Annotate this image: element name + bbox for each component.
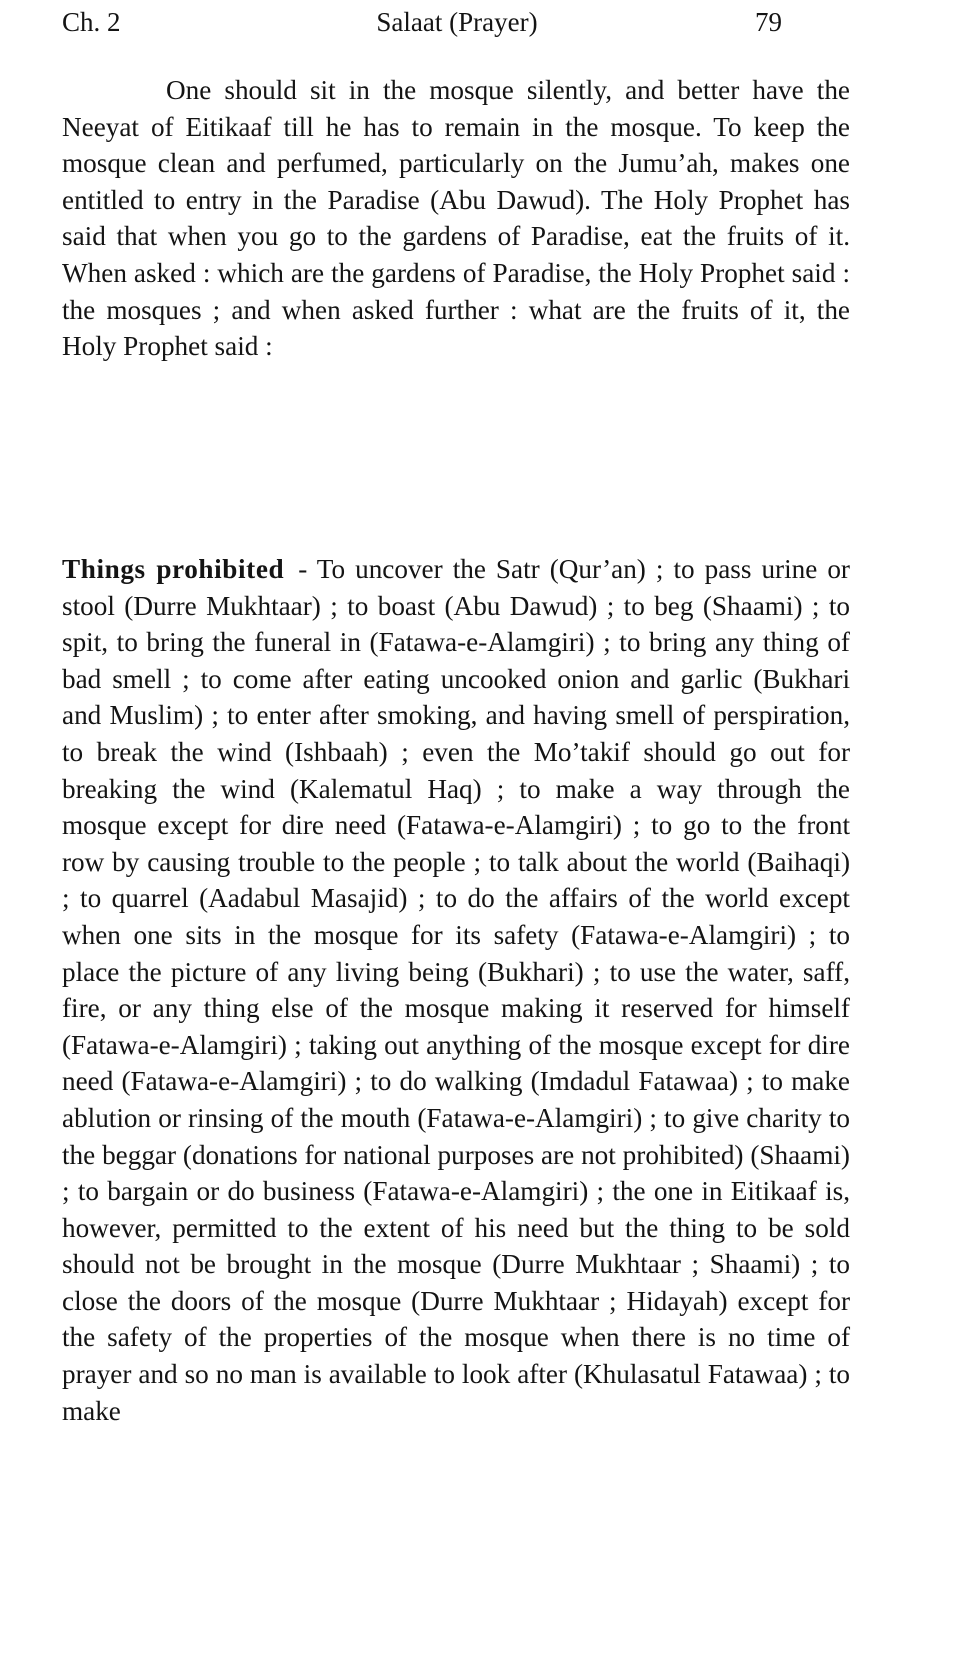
- prohibited-paragraph: [62, 551, 850, 1429]
- chapter-title: Salaat (Prayer): [376, 7, 538, 37]
- running-header: [62, 4, 852, 40]
- chapter-label: Ch. 2: [62, 7, 121, 37]
- page-number: 79: [755, 7, 782, 37]
- prohibited-heading: Things prohibited: [62, 554, 285, 584]
- intro-paragraph: One should sit in the mosque silently, and better have the Neeyat of Eitikaaf till he has to remain in the mosque. To keep the mosque clean and perfumed, particularly on the Jumu’ah, makes one entitled to entry in the Paradise (Abu Dawud). The Holy Prophet has said that when you go to the gardens of Paradise, eat the fruits of it. When asked : which are the gardens of Paradise, the Holy Prophet said : the mosques ; and when asked further : what are the fruits of it, the Holy Prophet said :: [62, 75, 850, 362]
- prohibited-body: - To uncover the Satr (Qur’an) ; to pass urine or stool (Durre Mukhtaar) ; to boast (Abu Dawud) ; to beg (Shaami) ; to spit, to bring the funeral in (Fatawa-e-Alamgiri) ; to bring any thing of bad smell ; to come after eating uncooked onion and garlic (Bukhari and Muslim) ; to enter after smoking, and having smell of perspiration, to break the wind (Ishbaah) ; even the Mo’takif should go out for breaking the wind (Kalematul Haq) ; to make a way through the mosque except for dire need (Fatawa-e-Alamgiri) ; to go to the front row by causing trouble to the people ; to talk about the world (Baihaqi) ; to quarrel (Aadabul Masajid) ; to do the affairs of the world except when one sits in the mosque for its safety (Fatawa-e-Alamgiri) ; to place the picture of any living being (Bukhari) ; to use the water, saff, fire, or any thing else of the mosque making it reserved for himself (Fatawa-e-Alamgiri) ; taking out anything of the mosque except for dire need (Fatawa-e-Alamgiri) ; to do walking (Imdadul Fatawaa) ; to make ablution or rinsing of the mouth (Fatawa-e-Alamgiri) ; to give charity to the beggar (donations for national purposes are not prohibited) (Shaami) ; to bargain or do business (Fatawa-e-Alamgiri) ; the one in Eitikaaf is, however, permitted to the extent of his need but the thing to be sold should not be brought in the mosque (Durre Mukhtaar ; Shaami) ; to close the doors of the mosque (Durre Mukhtaar ; Hidayah) except for the safety of the properties of the mosque when there is no time of prayer and so no man is available to look after (Khulasatul Fatawaa) ; to make: [62, 554, 850, 1426]
